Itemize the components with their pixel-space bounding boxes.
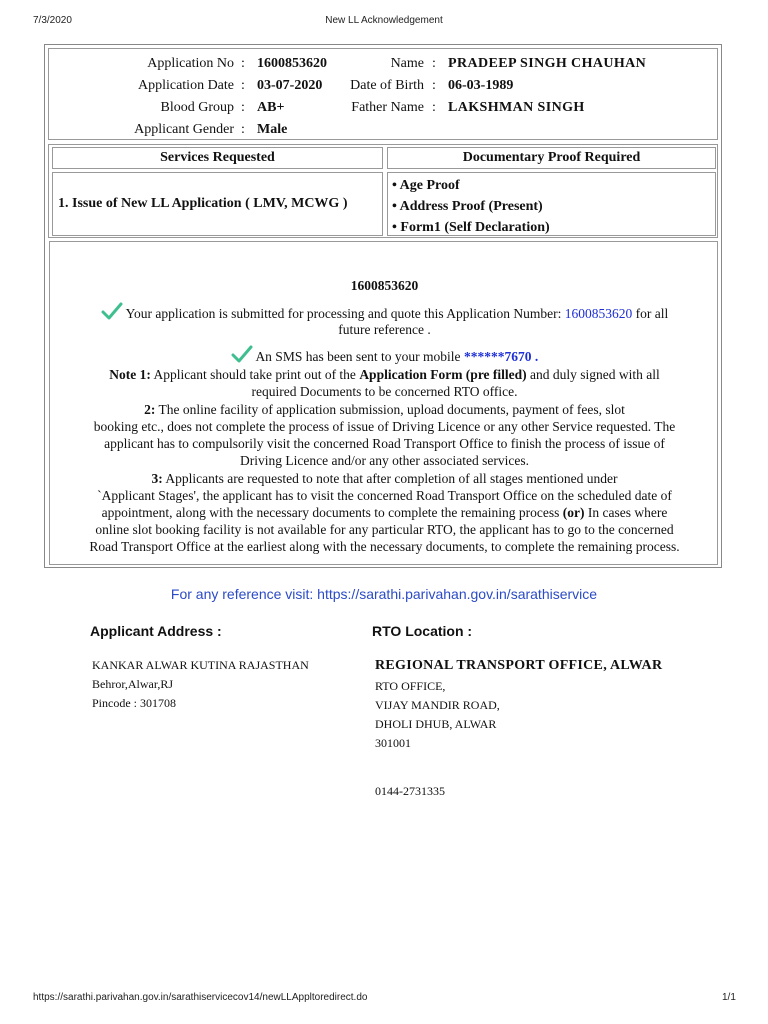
note3-or: (or) [562,505,585,520]
footer-url: https://sarathi.parivahan.gov.in/sarathiservicecov14/newLLAppltoredirect.do [33,992,368,1003]
note2-line-3: applicant has to compulsorily visit the concerned Road Transport Office to finish the process of issue of [104,436,665,451]
rto-address-line: VIJAY MANDIR ROAD, [375,698,500,712]
note1-post: and duly signed with all [530,367,660,382]
note3-line [50,470,719,487]
proof-item: • Age Proof [392,178,460,193]
reference-link[interactable]: For any reference visit: https://sarathi.parivahan.gov.in/sarathiservice [170,586,598,602]
services-requested-header: Services Requested [160,150,275,165]
application-no-label: Application No [147,56,234,71]
note3-text: Applicants are requested to note that after completion of all stages mentioned under [165,471,618,486]
submitted-app-number: 1600853620 [564,306,633,321]
note3-line-3 [50,504,719,521]
rto-address-line: 301001 [375,736,411,750]
colon: : [432,78,436,93]
address-line: Pincode : 301708 [92,696,176,710]
note3-text-3: appointment, along with the necessary documents to complete the remaining process [101,505,560,520]
proof-item: • Form1 (Self Declaration) [392,220,550,235]
applicant-address [92,656,309,713]
colon: : [241,100,245,115]
note2-line-4: Driving Licence and/or any other associated services. [239,453,529,468]
note2-line [50,401,719,418]
rto-address-line: DHOLI DHUB, ALWAR [375,717,497,731]
proof-item: • Address Proof (Present) [392,199,543,214]
dob-label: Date of Birth [350,78,424,93]
name-value: PRADEEP SINGH CHAUHAN [448,56,647,71]
note1-label: Note 1: [109,367,151,382]
page-title: New LL Acknowledgement [325,15,443,26]
submitted-text: Your application is submitted for processing and quote this Application Number: [125,306,562,321]
services-table [48,144,718,238]
colon: : [241,56,245,71]
note2-text: The online facility of application submission, upload documents, payment of fees, slot [158,402,625,417]
sms-line [50,345,719,365]
application-date-label: Application Date [137,78,234,93]
proof-cell [387,172,716,236]
check-icon [231,345,253,363]
submitted-line-2: future reference . [338,322,431,337]
proof-header-cell [387,147,716,169]
note3-line-2: `Applicant Stages', the applicant has to visit the concerned Road Transport Office on the scheduled date of [97,488,672,503]
rto-name: REGIONAL TRANSPORT OFFICE, ALWAR [375,658,663,673]
page-number: 1/1 [722,992,736,1003]
dob-value: 06-03-1989 [448,78,514,93]
submitted-text-post: for all [635,306,669,321]
colon: : [432,100,436,115]
application-no-value: 1600853620 [257,56,327,71]
address-line: Behror,Alwar,RJ [92,677,174,691]
gender-value: Male [257,122,288,137]
note2-label: 2: [144,402,156,417]
application-number-heading: 1600853620 [350,278,419,293]
message-box [49,241,718,565]
father-name-label: Father Name [351,100,424,115]
service-item: 1. Issue of New LL Application ( LMV, MCWG ) [58,196,348,211]
note1-line [50,366,719,383]
father-name-value: LAKSHMAN SINGH [448,100,585,115]
proof-list [392,175,550,238]
note3-text-3-post: In cases where [587,505,668,520]
note1-text: Applicant should take print out of the [153,367,356,382]
check-icon [101,302,123,320]
service-cell [52,172,383,236]
colon: : [241,78,245,93]
note1-bold: Application Form (pre filled) [359,367,527,382]
rto-address [375,677,500,753]
gender-label: Applicant Gender [134,122,234,137]
colon: : [432,56,436,71]
applicant-info [48,48,718,140]
note2-line-2: booking etc., does not complete the process of issue of Driving Licence or any other Service requested. The [93,419,676,434]
note3-line-5: Road Transport Office at the earliest along with the necessary documents, to complete the remaining process. [89,539,680,554]
name-label: Name [390,56,424,71]
sms-number: ******7670 . [463,349,539,364]
note1-line-2: required Documents to be concerned RTO office. [251,384,518,399]
address-line: KANKAR ALWAR KUTINA RAJASTHAN [92,658,309,672]
note3-line-4: online slot booking facility is not available for any particular RTO, the applicant has to go to the concerned [95,522,674,537]
services-header-cell [52,147,383,169]
acknowledgement-frame [44,44,722,568]
application-date-value: 03-07-2020 [257,78,323,93]
rto-phone: 0144-2731335 [375,784,445,798]
note3-label: 3: [151,471,163,486]
submitted-line [50,302,719,322]
print-date: 7/3/2020 [33,15,72,26]
rto-address-line: RTO OFFICE, [375,679,446,693]
colon: : [241,122,245,137]
applicant-address-label: Applicant Address : [90,623,222,639]
sms-text: An SMS has been sent to your mobile [255,349,461,364]
blood-group-label: Blood Group [160,100,234,115]
blood-group-value: AB+ [257,100,285,115]
rto-location-label: RTO Location : [372,623,473,639]
documentary-proof-header: Documentary Proof Required [462,150,641,165]
